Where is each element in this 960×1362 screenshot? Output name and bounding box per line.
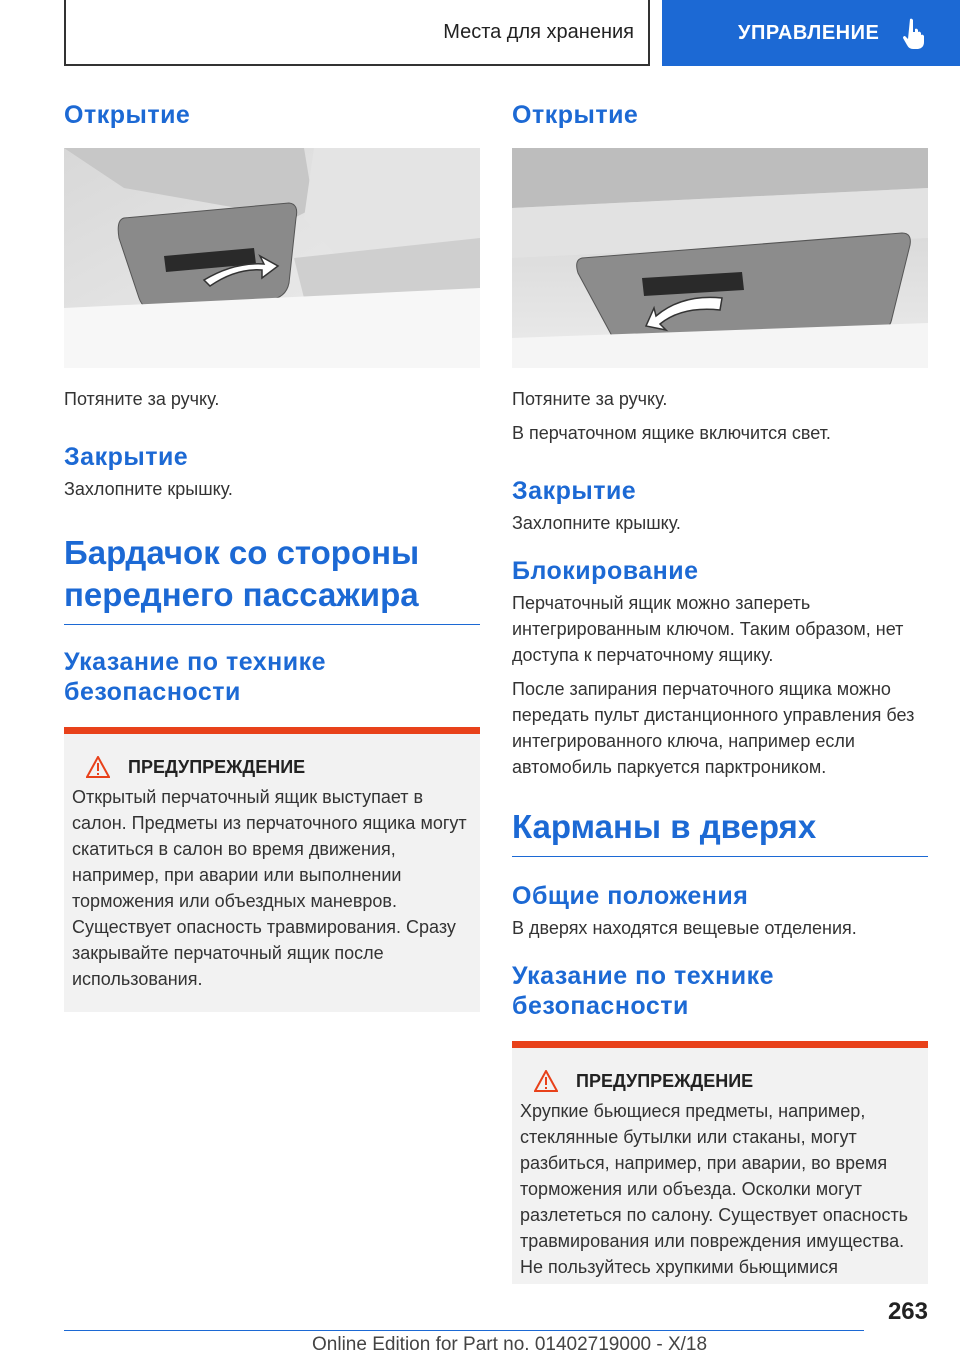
header-chapter-label: УПРАВЛЕНИЕ xyxy=(738,21,880,44)
locking-text-1: Перчаточный ящик можно запереть интегрированным ключом. Таким образом, нет доступа к перчаточному ящику. xyxy=(512,593,904,665)
warning-label-right: ПРЕДУПРЕЖДЕНИЕ xyxy=(576,1070,754,1091)
closing-heading-right: Закрытие xyxy=(512,477,637,505)
glovebox-heading-block xyxy=(64,532,480,625)
general-text: В дверях находятся вещевые отделения. xyxy=(512,918,857,938)
safety-heading-left-line2: безопасности xyxy=(64,678,241,706)
warning-box-right xyxy=(512,1041,928,1284)
safety-heading-left-line1: Указание по технике xyxy=(64,648,327,676)
opening-text-right-1: Потяните за ручку. xyxy=(512,389,668,409)
warning-triangle-icon xyxy=(86,756,110,778)
closing-text-left: Захлопните крышку. xyxy=(64,479,233,499)
warning-label-left: ПРЕДУПРЕЖДЕНИЕ xyxy=(128,756,306,777)
safety-heading-right-line1: Указание по технике xyxy=(512,962,775,990)
left-column xyxy=(64,100,480,1012)
glovebox-heading-line2: переднего пассажира xyxy=(64,576,419,613)
door-pockets-heading: Карманы в дверях xyxy=(512,808,817,845)
glovebox-driver-photo xyxy=(64,148,480,368)
right-column xyxy=(512,100,928,1284)
locking-text-2: После запирания перчаточного ящика можно передать пульт дистанционного управления без интегрированного ключа, например если автомобиль паркуется парктроником. xyxy=(512,679,915,777)
opening-heading-right: Открытие xyxy=(512,101,639,129)
opening-text-left: Потяните за ручку. xyxy=(64,389,220,409)
safety-heading-right-line2: безопасности xyxy=(512,992,689,1020)
opening-text-right-2: В перчаточном ящике включится свет. xyxy=(512,423,831,443)
footer-edition: Online Edition for Part no. 01402719000 - X/18 xyxy=(312,1334,708,1355)
glovebox-heading-line1: Бардачок со стороны xyxy=(64,534,420,571)
warning-triangle-icon xyxy=(534,1070,558,1092)
locking-heading: Блокирование xyxy=(512,557,699,585)
warning-text-left: Открытый перчаточный ящик выступает в салон. Предметы из перчаточного ящика могут скатиться в салон во время движения, например, при аварии или выполнении торможения или объездных маневров. Существует опасность травмирования. Сразу закрывайте перчаточный ящик после использования. xyxy=(72,787,467,989)
warning-text-right: Хрупкие бьющиеся предметы, например, стеклянные бутылки или стаканы, могут разбиться, например, при аварии, во время торможения или объезда. Осколки могут разлететься по салону. Существует опасность травмирования или повреждения имущества. Не пользуйтесь хрупкими бьющимися xyxy=(520,1101,909,1277)
glovebox-passenger-photo xyxy=(512,148,928,368)
header-section-label: Места для хранения xyxy=(443,20,634,43)
header-section-tab xyxy=(64,0,650,66)
general-heading: Общие положения xyxy=(512,882,749,910)
warning-box-left xyxy=(64,727,480,1012)
hand-pointer-icon xyxy=(901,17,927,49)
door-pockets-heading-block xyxy=(512,806,928,857)
header-chapter-tab xyxy=(662,0,960,66)
opening-heading-left: Открытие xyxy=(64,101,191,129)
footer-divider xyxy=(64,1330,864,1331)
closing-heading-left: Закрытие xyxy=(64,443,189,471)
page-number: 263 xyxy=(887,1298,928,1325)
closing-text-right: Захлопните крышку. xyxy=(512,513,681,533)
